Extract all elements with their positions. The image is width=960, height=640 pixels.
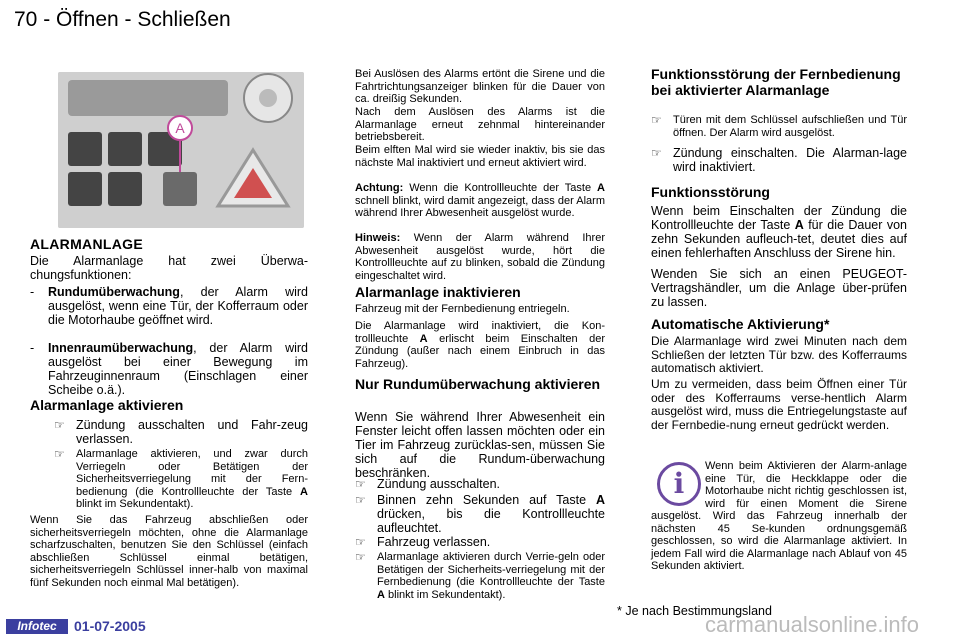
pointer-icon: ☞ — [54, 447, 65, 461]
activate-bullet-1 — [54, 418, 308, 446]
func-b2-text: Zündung einschalten. Die Alarman-lage wird inaktiviert. — [673, 146, 907, 174]
rund-bullet-1 — [355, 477, 605, 491]
rund-b3-text: Fahrzeug verlassen. — [377, 535, 491, 549]
deact-p2-b: erlischt beim Einschalten der Zündung (außer nach einem Einbruch in das Fahrzeug). — [355, 332, 605, 370]
rund-b2-a: Binnen zehn Sekunden auf Taste — [377, 493, 596, 507]
bullet2-key: A — [300, 485, 308, 498]
page-title: 70 - Öffnen - Schließen — [14, 8, 231, 31]
auto-paragraph-2: Um zu vermeiden, dass beim Öffnen einer Tür oder des Kofferraums verse-hentlich Alarm ausgelöst wird, muss die Entriegelungstaste auf der Fernbedie-nung erneut gedrückt werden. — [651, 377, 907, 432]
rund-bullet-4 — [355, 551, 605, 601]
rund-b4-b: blinkt im Sekundentakt). — [384, 588, 506, 601]
bullet2-text: Alarmanlage aktivieren, und zwar durch Verriegeln oder Betätigen der Sicherheitsverriegelung mit der Fern-bedienung (die Kontrollleuchte der Taste — [76, 448, 308, 498]
alarm-intro: Die Alarmanlage hat zwei Überwa-chungsfunktionen: — [30, 254, 308, 282]
info-icon: i — [657, 462, 701, 506]
rund-b4-a: Alarmanlage aktivieren durch Verrie-geln oder Betätigen der Sicherheits-verriegelung mit der Fernbedienung (die Kontrollleuchte der Taste — [377, 551, 605, 588]
deactivate-p2 — [355, 320, 605, 370]
deact-key: A — [419, 332, 428, 345]
func-heading: Funktionsstörung der Fernbedienung bei aktivierter Alarmanlage — [651, 66, 901, 98]
auto-heading: Automatische Aktivierung* — [651, 316, 830, 332]
rund-paragraph: Wenn Sie während Ihrer Abwesenheit ein Fenster leicht offen lassen möchten oder ein Tier im Fahrzeug zurücklas-sen, müssen Sie sich auf die Rundum-überwachung beschränken. — [355, 410, 605, 480]
eleventh-paragraph: Beim elften Mal wird sie wieder inaktiv, bis sie das nächste Mal inaktiviert und erneut aktiviert wird. — [355, 144, 605, 169]
dash1-bold: Rundumüberwachung — [48, 285, 180, 299]
rund-heading: Nur Rundumüberwachung aktivieren — [355, 376, 601, 392]
footnote: * Je nach Bestimmungsland — [617, 604, 772, 618]
dashboard-photo — [58, 72, 304, 228]
hinweis-text: Wenn der Alarm während Ihrer Abwesenheit ausgelöst wurde, hört die Kontrollleuchte auf zu blinken, sobald die Zündung eingeschaltet wird. — [355, 232, 605, 282]
pointer-icon: ☞ — [355, 550, 366, 564]
siren-paragraph: Bei Auslösen des Alarms ertönt die Sirene und die Fahrtrichtungsanzeiger blinken für die Dauer von ca. dreißig Sekunden. — [355, 68, 605, 105]
dash1-text: , der Alarm wird ausgelöst, wenn eine Tür, der Kofferraum oder die Motorhaube geöffnet wird. — [48, 285, 308, 327]
hinweis-label: Hinweis: — [355, 232, 401, 244]
footer-date: 01-07-2005 — [74, 618, 146, 634]
rund-bullet-2 — [355, 493, 605, 535]
rund-bullet-3 — [355, 535, 605, 549]
key-paragraph: Wenn Sie das Fahrzeug abschließen oder sicherheitsverriegeln möchten, ohne die Alarmanlage scharfzuschalten, benutzen Sie den Schlüssel (einfach abschließen Schlüssel einmal betätigen, sicherheitsverriegeln Schlüssel inner-halb von maximal fünf Sekunden noch einmal Mal betätigen). — [30, 514, 308, 589]
info-box — [651, 460, 907, 573]
activate-bullet-2 — [54, 448, 308, 511]
dash2-text: , der Alarm wird ausgelöst bei einer Bewegung im Fahrzeuginnenraum (Einschlagen einer Scheibe o.ä.). — [48, 341, 308, 397]
pointer-icon: ☞ — [651, 113, 662, 127]
pointer-icon: ☞ — [355, 493, 366, 507]
alarm-button-illustration — [58, 72, 304, 228]
stoer-p1-a: Wenn beim Einschalten der Zündung die Kontrollleuchte der Taste — [651, 204, 907, 232]
rund-b1-text: Zündung ausschalten. — [377, 477, 501, 491]
retrigger-paragraph: Nach dem Auslösen des Alarms ist die Alarmanlage erneut zehnmal hintereinander betriebsbereit. — [355, 106, 605, 143]
pointer-icon: ☞ — [54, 418, 65, 432]
stoer-heading: Funktionsstörung — [651, 184, 770, 200]
rund-b4-key: A — [377, 588, 385, 601]
achtung-paragraph — [355, 182, 605, 220]
deactivate-heading: Alarmanlage inaktivieren — [355, 284, 521, 300]
func-bullet-1 — [651, 114, 907, 139]
activate-heading: Alarmanlage aktivieren — [30, 397, 184, 413]
stoer-key: A — [794, 218, 804, 232]
achtung-label: Achtung: — [355, 182, 404, 194]
dash-item-1: - Rundumüberwachung, der Alarm wird ausgelöst, wenn eine Tür, der Kofferraum oder die Motorhaube geöffnet wird. — [30, 285, 308, 327]
auto-paragraph-1: Die Alarmanlage wird zwei Minuten nach dem Schließen der letzten Tür bzw. des Kofferraums automatisch aktiviert. — [651, 334, 907, 375]
pointer-icon: ☞ — [651, 146, 662, 160]
stoer-paragraph-2: Wenden Sie sich an einen PEUGEOT-Vertragshändler, um die Anlage über-prüfen zu lassen. — [651, 267, 907, 309]
achtung-text-1: Wenn die Kontrollleuchte der Taste — [403, 182, 598, 194]
photo-label-a: A — [175, 120, 185, 136]
dash2-bold: Innenraumüberwachung — [48, 341, 194, 355]
dash-item-2: - Innenraumüberwachung, der Alarm wird ausgelöst bei einer Bewegung im Fahrzeuginnenraum (Einschlagen einer Scheibe o.ä.). — [30, 341, 308, 397]
func-bullet-2 — [651, 146, 907, 174]
hinweis-paragraph — [355, 232, 605, 282]
watermark: carmanualsonline.info — [705, 612, 920, 637]
func-b1-text: Türen mit dem Schlüssel aufschließen und Tür öffnen. Der Alarm wird ausgelöst. — [673, 114, 907, 139]
pointer-icon: ☞ — [355, 535, 366, 549]
bullet1-text: Zündung ausschalten und Fahr-zeug verlassen. — [76, 418, 308, 446]
deactivate-p1: Fahrzeug mit der Fernbedienung entriegeln. — [355, 303, 570, 315]
stoer-paragraph-1 — [651, 204, 907, 260]
achtung-key: A — [597, 182, 605, 194]
alarm-heading: ALARMANLAGE — [30, 236, 143, 252]
deact-p2-a: Die Alarmanlage wird inaktiviert, die Kon-trollleuchte — [355, 320, 605, 345]
infotec-logo: Infotec — [6, 619, 68, 634]
info-text: Wenn beim Aktivieren der Alarm-anlage eine Tür, die Heckklappe oder die Motorhaube nicht richtig geschlossen ist, wird für einen Moment die Sirene ausgelöst. Wird das Fahrzeug innerhalb der nächsten 45 Se-kunden ordnungsgemäß geschlossen, so wird die Alarmanlage aktiviert. In jedem Fall wird die Alarmanlage nach Ablauf von 45 Sekunden aktiviert. — [651, 460, 907, 572]
stoer-p1-b: für die Dauer von zehn Sekunden aufleuch-tet, deutet dies auf einen fehlerhaften Anschluss der Sirene hin. — [651, 218, 907, 260]
pointer-icon: ☞ — [355, 477, 366, 491]
achtung-text-2: schnell blinkt, wird damit angezeigt, dass der Alarm während Ihrer Abwesenheit ausgelöst wurde. — [355, 194, 605, 219]
rund-b2-b: drücken, bis die Kontrollleuchte aufleuchtet. — [377, 507, 605, 535]
bullet2-end: blinkt im Sekundentakt). — [76, 498, 194, 510]
rund-b2-key: A — [595, 493, 605, 507]
